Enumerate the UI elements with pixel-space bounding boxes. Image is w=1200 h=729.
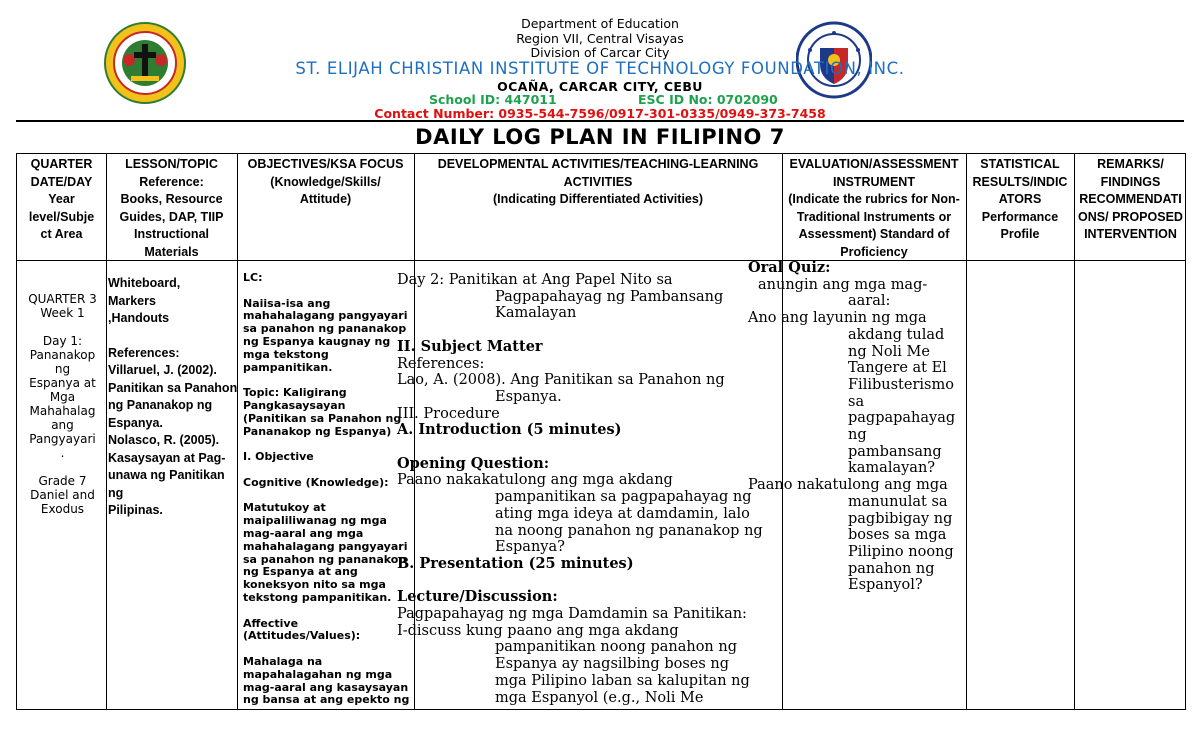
reference-entry-line: Espanya. xyxy=(495,388,562,405)
quiz-question-line: boses sa mga xyxy=(848,527,947,544)
cognitive-objective: Matutukoy at maipaliliwanag ng mga mag-aaral ang mga mahahalagang pangyayari sa panahon ng pananakop ng Espanya at ang koneksyon nito sa mga tekstong pampanitikan. xyxy=(243,501,408,604)
discussion-line: pampanitikan noong panahon ng xyxy=(495,639,737,656)
presentation-heading: B. Presentation (25 minutes) xyxy=(397,554,634,572)
quiz-question-line: sa xyxy=(848,393,865,410)
day-topic: Day 1: Pananakop ng Espanya at Mga Mahahalag ang Pangyayari . xyxy=(29,334,96,460)
contact-number: Contact Number: 0935-544-7596/0917-301-0335/0949-373-7458 xyxy=(374,106,826,121)
quiz-question-line: pagbibigay ng xyxy=(848,510,953,527)
header-activities: DEVELOPMENTAL ACTIVITIES/TEACHING-LEARNING ACTIVITIES (Indicating Differentiated Activities) xyxy=(437,157,759,206)
cell-evaluation xyxy=(748,260,968,594)
cell-lesson-materials xyxy=(107,275,239,537)
lc-label: LC: xyxy=(243,271,263,284)
region-name: Region VII, Central Visayas xyxy=(516,31,684,46)
header-quarter: QUARTER DATE/DAY Year level/Subje ct Area xyxy=(28,157,95,241)
opening-question-label: Opening Question: xyxy=(397,454,550,472)
esc-id: ESC ID No: 0702090 xyxy=(638,92,778,107)
quiz-question-line: ng Noli Me xyxy=(848,343,930,360)
quiz-question-1: Ano ang layunin ng mga xyxy=(748,310,927,327)
quiz-question-line: pagpapahayag xyxy=(848,410,956,427)
quiz-instruction: anungin ang mga mag- xyxy=(758,276,928,293)
affective-objective: Mahalaga na mapahalagahan ng mga mag-aaral ang kasaysayan ng bansa at ang epekto ng xyxy=(243,654,410,707)
header-objectives: OBJECTIVES/KSA FOCUS (Knowledge/Skills/ Attitude) xyxy=(247,157,404,206)
quiz-question-line: manunulat sa xyxy=(848,493,948,510)
grade-sections: Grade 7 Daniel and Exodus xyxy=(30,474,95,516)
day2-title-line: Kamalayan xyxy=(495,305,577,322)
lecture-label: Lecture/Discussion: xyxy=(397,588,558,606)
opening-question-line: na noong panahon ng pananakop ng xyxy=(495,522,763,539)
lecture-topic: Pagpapahayag ng mga Damdamin sa Panitikan: xyxy=(397,606,747,623)
reference-entry: Lao, A. (2008). Ang Panitikan sa Panahon ng xyxy=(397,372,725,389)
quiz-question-line: Espanyol? xyxy=(848,577,923,594)
quiz-question-line: Pilipino noong xyxy=(848,543,954,560)
school-location: OCAÑA, CARCAR CITY, CEBU xyxy=(497,79,703,94)
quiz-question-2: Paano nakatulong ang mga xyxy=(748,477,948,494)
references-list: References: Villaruel, J. (2002). Panitikan sa Panahon ng Pananakop ng Espanya. Nolasco, R. (2005). Kasaysayan at Pag- unawa ng Panitikan ng Pilipinas. xyxy=(108,345,238,517)
header-statistical: STATISTICAL RESULTS/INDIC ATORS Performance Profile xyxy=(972,157,1068,241)
objective-label: I. Objective xyxy=(243,450,314,464)
materials-list: Whiteboard, Markers ,Handouts xyxy=(108,276,181,325)
opening-question-line: Espanya? xyxy=(495,539,565,556)
school-name: ST. ELIJAH CHRISTIAN INSTITUTE OF TECHNOLOGY FOUNDATION, INC. xyxy=(295,59,905,78)
opening-question: Paano nakakatulong ang mga akdang xyxy=(397,472,673,489)
department-name: Department of Education xyxy=(521,16,679,31)
subject-matter-heading: II. Subject Matter xyxy=(397,337,543,355)
quiz-question-line: kamalayan? xyxy=(848,460,936,477)
introduction-heading: A. Introduction (5 minutes) xyxy=(397,421,622,439)
oral-quiz-label: Oral Quiz: xyxy=(748,259,831,276)
learning-competency: Naiisa-isa ang mahahalagang pangyayari sa panahon ng pananakop ng Espanya kaugnay ng mga tekstong pampanitikan. xyxy=(243,296,408,374)
division-name: Division of Carcar City xyxy=(530,45,670,60)
document-title: DAILY LOG PLAN IN FILIPINO 7 xyxy=(415,125,785,149)
quiz-instruction-line: aaral: xyxy=(848,293,891,310)
discussion-text: I-discuss kung paano ang mga akdang xyxy=(397,622,679,639)
procedure-heading: III. Procedure xyxy=(397,405,500,422)
day2-title: Day 2: Panitikan at Ang Papel Nito sa xyxy=(397,272,673,288)
school-id: School ID: 447011 xyxy=(429,92,557,107)
header-evaluation: EVALUATION/ASSESSMENT INSTRUMENT (Indicate the rubrics for Non- Traditional Instruments or Assessment) Standard of Proficiency xyxy=(788,157,960,259)
header-remarks: REMARKS/ FINDINGS RECOMMENDATI ONS/ PROPOSED INTERVENTION xyxy=(1078,157,1183,241)
topic: Topic: Kaligirang Pangkasaysayan (Panitikan sa Panahon ng Pananakop ng Espanya) xyxy=(243,386,402,438)
quiz-question-line: akdang tulad xyxy=(848,326,945,343)
header-divider xyxy=(16,120,1184,122)
quiz-question-line: ng xyxy=(848,427,867,444)
log-plan-table xyxy=(16,153,1186,710)
header-lesson-topic: LESSON/TOPIC Reference: Books, Resource Guides, DAP, TIIP Instructional Materials xyxy=(119,157,224,259)
cognitive-label: Cognitive (Knowledge): xyxy=(243,475,389,489)
opening-question-line: pampanitikan sa pagpapahayag ng xyxy=(495,489,752,506)
quiz-question-line: Tangere at El xyxy=(848,360,947,377)
cell-quarter xyxy=(17,292,108,530)
quiz-question-line: pambansang xyxy=(848,443,942,460)
discussion-line: Espanya ay nagsilbing boses ng xyxy=(495,656,730,673)
discussion-line: mga Espanyol (e.g., Noli Me xyxy=(495,689,704,706)
cell-activities xyxy=(397,272,777,706)
quiz-question-line: panahon ng xyxy=(848,560,935,577)
discussion-line: mga Pilipino laban sa kalupitan ng xyxy=(495,672,750,689)
quiz-question-line: Filibusterismo xyxy=(848,376,954,393)
day2-title-line: Pagpapahayag ng Pambansang xyxy=(495,288,724,305)
affective-label: Affective (Attitudes/Values): xyxy=(243,616,361,643)
cell-objectives xyxy=(243,272,415,720)
references-label: References: xyxy=(397,355,485,372)
quarter-week: QUARTER 3 Week 1 xyxy=(28,292,97,320)
opening-question-line: ating mga ideya at damdamin, lalo xyxy=(495,505,750,522)
